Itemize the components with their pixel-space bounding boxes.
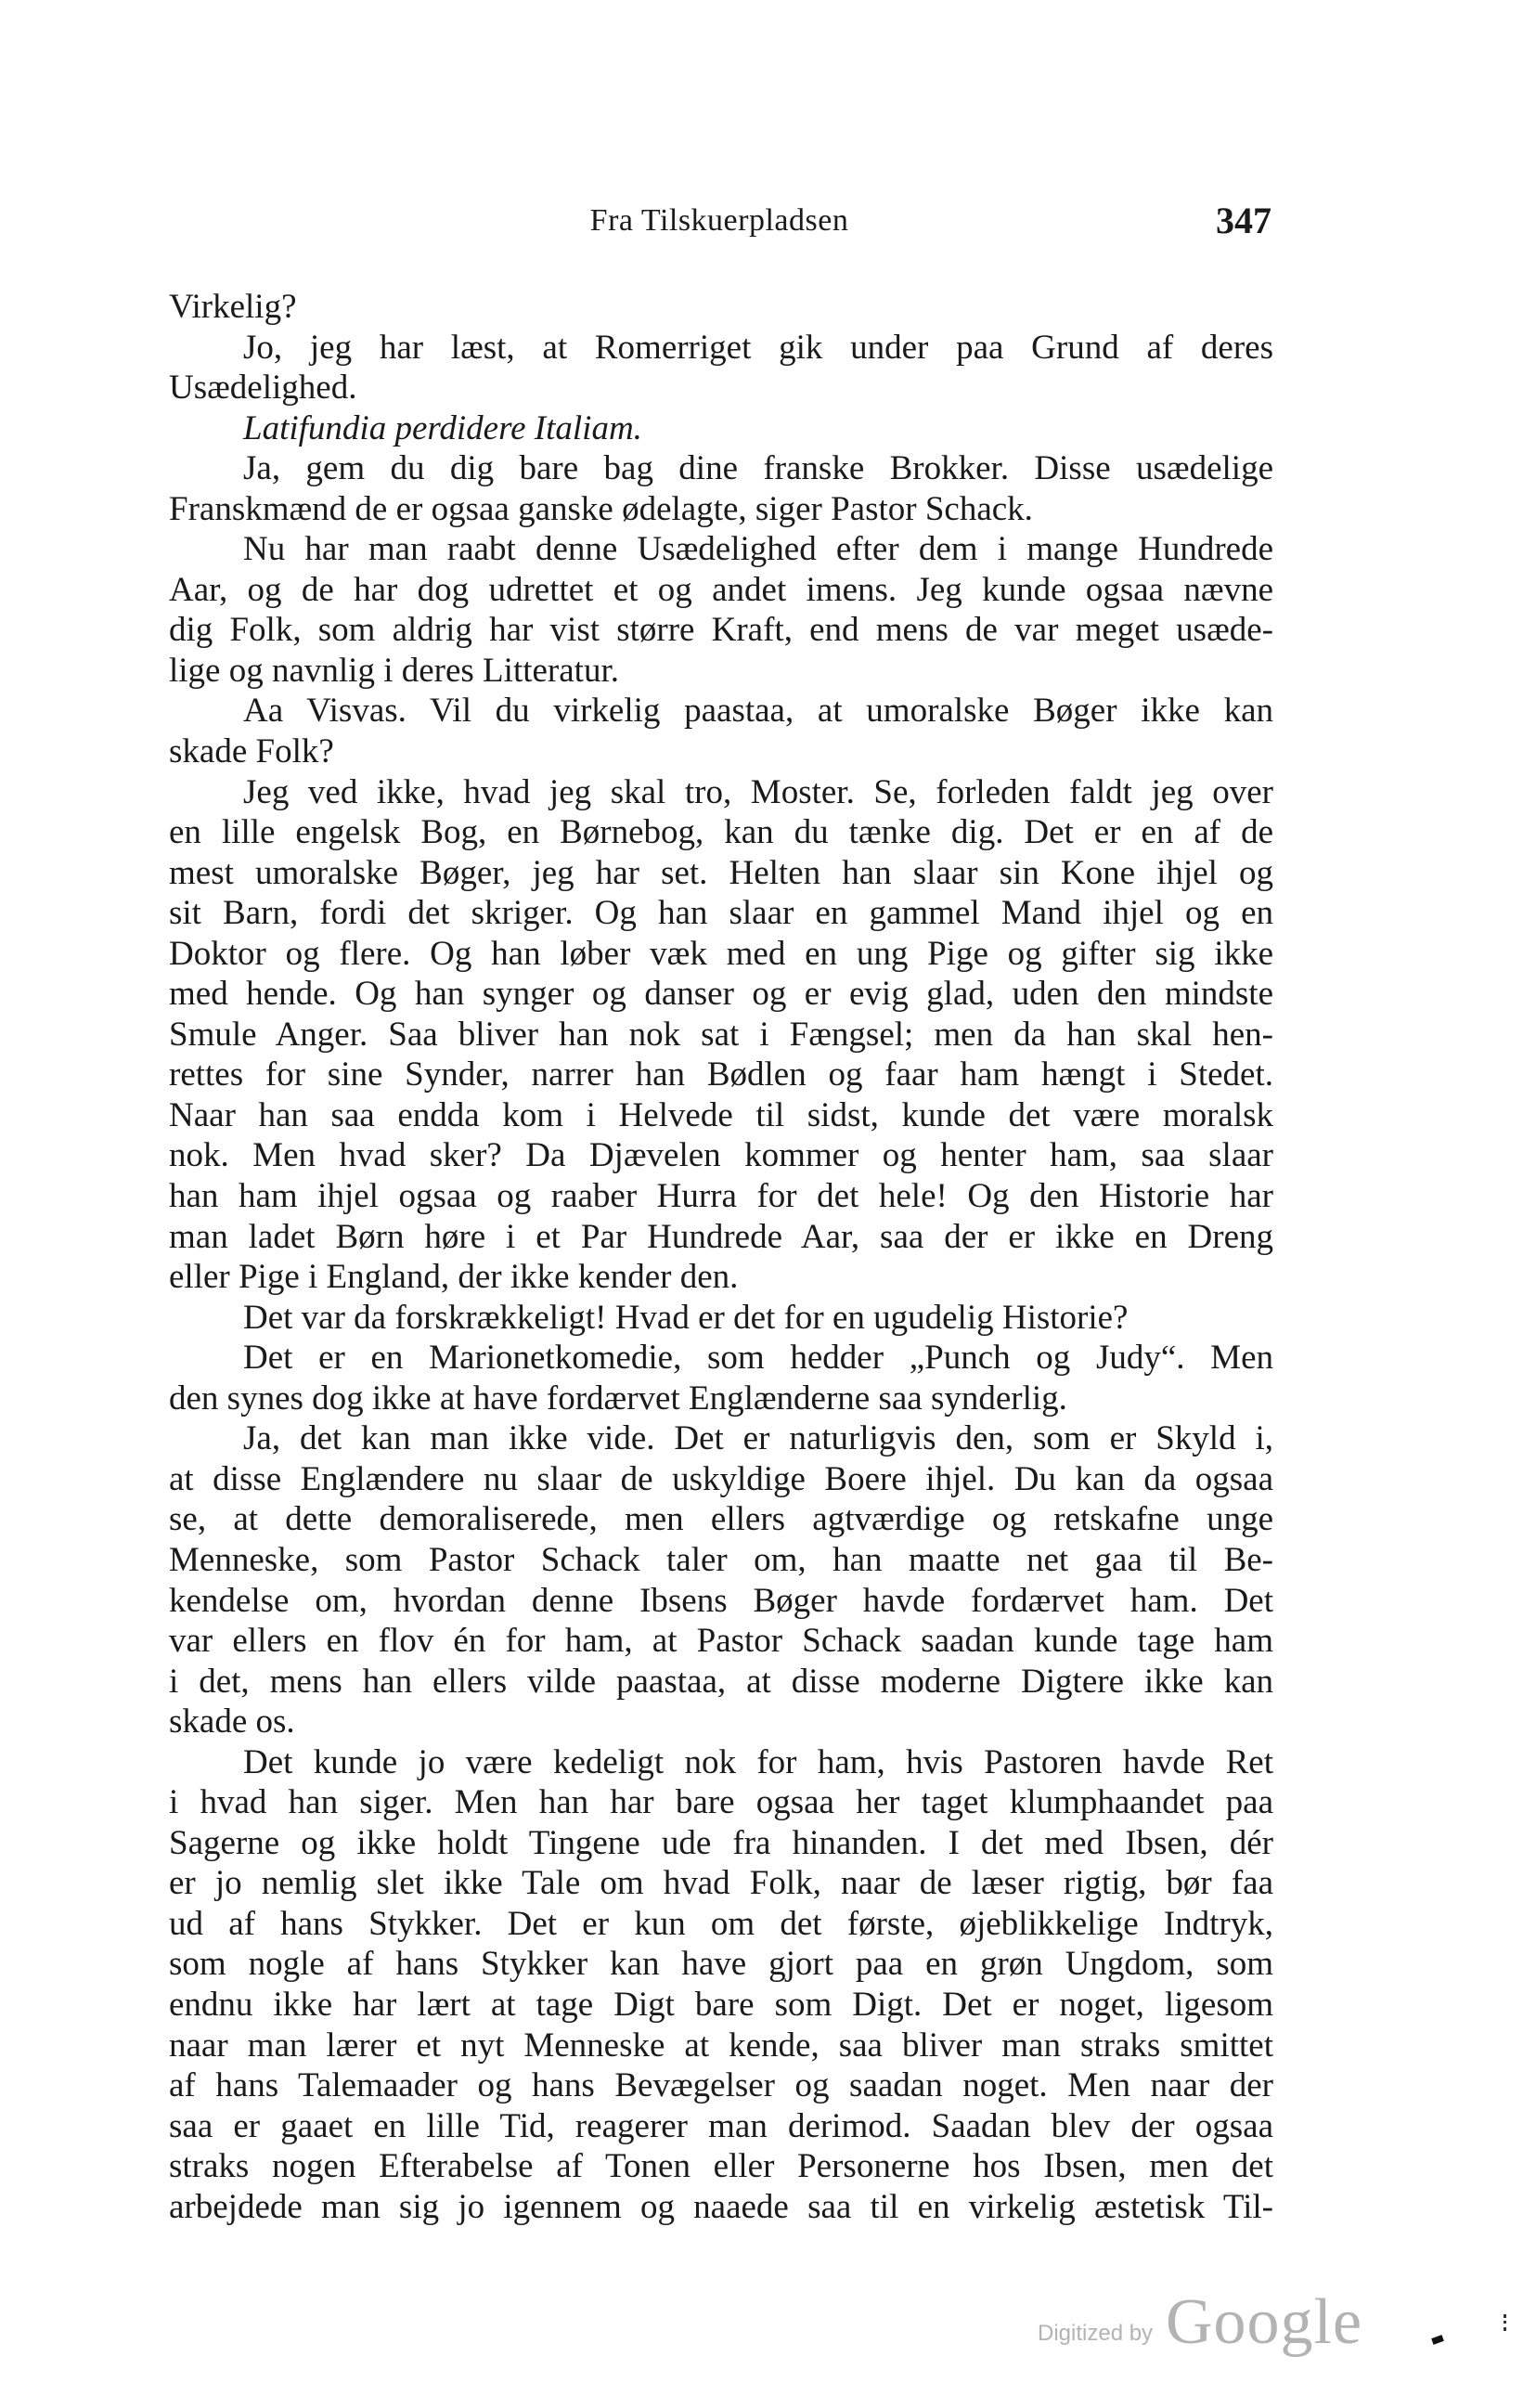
text-line: Sagerne og ikke holdt Tingene ude fra hinanden. I det med Ibsen, dér xyxy=(169,1823,1273,1862)
text-line: mest umoralske Bøger, jeg har set. Helten han slaar sin Kone ihjel og xyxy=(169,853,1273,892)
text-line: nok. Men hvad sker? Da Djævelen kommer og henter ham, saa slaar xyxy=(169,1136,1273,1175)
text-line: med hende. Og han synger og danser og er evig glad, uden den mindste xyxy=(169,975,1273,1014)
text-line: Ja, gem du dig bare bag dine franske Brokker. Disse usædelige xyxy=(243,449,1273,488)
text-line: eller Pige i England, der ikke kender den. xyxy=(169,1258,739,1297)
text-line: kendelse om, hvordan denne Ibsens Bøger havde fordærvet ham. Det xyxy=(169,1581,1273,1620)
text-line: Nu har man raabt denne Usædelighed efter dem i mange Hundrede xyxy=(243,530,1273,569)
text-line: Det var da forskrækkeligt! Hvad er det for en ugudelig Historie? xyxy=(243,1298,1129,1337)
text-line: Ja, det kan man ikke vide. Det er naturligvis den, som er Skyld i, xyxy=(243,1419,1273,1458)
text-line: er jo nemlig slet ikke Tale om hvad Folk, naar de læser rigtig, bør faa xyxy=(169,1864,1273,1903)
watermark-small-text: Digitized by xyxy=(1038,2321,1154,2346)
scan-speck xyxy=(1504,2314,1509,2331)
text-line: ud af hans Stykker. Det er kun om det første, øjeblikkelige Indtryk, xyxy=(169,1904,1273,1943)
text-line: man ladet Børn høre i et Par Hundrede Aar, saa der er ikke en Dreng xyxy=(169,1217,1273,1256)
page-number: 347 xyxy=(1216,200,1271,241)
text-line: at disse Englændere nu slaar de uskyldige Boere ihjel. Du kan da ogsaa xyxy=(169,1459,1273,1498)
text-line: Latifundia perdidere Italiam. xyxy=(243,408,642,447)
text-line: Naar han saa endda kom i Helvede til sidst, kunde det være moralsk xyxy=(169,1095,1273,1134)
text-line: straks nogen Efterabelse af Tonen eller Personerne hos Ibsen, men det xyxy=(169,2147,1273,2186)
text-line: Aar, og de har dog udrettet et og andet imens. Jeg kunde ogsaa nævne xyxy=(169,570,1273,609)
text-line: i det, mens han ellers vilde paastaa, at disse moderne Digtere ikke kan xyxy=(169,1662,1273,1701)
text-line: skade os. xyxy=(169,1702,295,1741)
text-line: sit Barn, fordi det skriger. Og han slaar en gammel Mand ihjel og en xyxy=(169,894,1273,933)
text-line: Det kunde jo være kedeligt nok for ham, hvis Pastoren havde Ret xyxy=(243,1742,1273,1781)
text-line: han ham ihjel ogsaa og raaber Hurra for det hele! Og den Historie har xyxy=(169,1177,1273,1216)
body-text xyxy=(169,287,1273,2227)
text-line: var ellers en flov én for ham, at Pastor Schack saadan kunde tage ham xyxy=(169,1622,1273,1661)
text-line: endnu ikke har lært at tage Digt bare som Digt. Det er noget, ligesom xyxy=(169,1985,1273,2024)
text-line: se, at dette demoraliserede, men ellers agtværdige og retskafne unge xyxy=(169,1500,1273,1539)
text-line: Usædelighed. xyxy=(169,369,357,408)
watermark-google-logo: Google xyxy=(1166,2286,1363,2358)
text-line: en lille engelsk Bog, en Børnebog, kan du tænke dig. Det er en af de xyxy=(169,813,1273,852)
text-line: arbejdede man sig jo igennem og naaede saa til en virkelig æstetisk Til- xyxy=(169,2187,1273,2226)
text-line: skade Folk? xyxy=(169,732,334,771)
text-line: rettes for sine Synder, narrer han Bødlen og faar ham hængt i Stedet. xyxy=(169,1055,1273,1094)
text-line: Aa Visvas. Vil du virkelig paastaa, at umoralske Bøger ikke kan xyxy=(243,692,1273,731)
text-line: Jo, jeg har læst, at Romerriget gik under paa Grund af deres xyxy=(243,328,1273,367)
page-header xyxy=(167,193,1271,249)
text-line: Doktor og flere. Og han løber væk med en ung Pige og gifter sig ikke xyxy=(169,934,1273,973)
text-line: den synes dog ikke at have fordærvet Englænderne saa synderlig. xyxy=(169,1379,1067,1418)
scan-speck xyxy=(1431,2335,1444,2345)
text-line: som nogle af hans Stykker kan have gjort paa en grøn Ungdom, som xyxy=(169,1945,1273,1984)
text-line: Menneske, som Pastor Schack taler om, han maatte net gaa til Be- xyxy=(169,1540,1273,1579)
text-line: dig Folk, som aldrig har vist større Kraft, end mens de var meget usæde- xyxy=(169,611,1273,650)
running-title: Fra Tilskuerpladsen xyxy=(589,203,849,238)
text-line: lige og navnlig i deres Litteratur. xyxy=(169,651,619,690)
text-line: saa er gaaet en lille Tid, reagerer man derimod. Saadan blev der ogsaa xyxy=(169,2106,1273,2145)
text-line: Virkelig? xyxy=(169,288,297,326)
text-line: Det er en Marionetkomedie, som hedder „Punch og Judy“. Men xyxy=(243,1339,1273,1378)
digitized-by-google-watermark xyxy=(1038,2286,1363,2358)
text-line: naar man lærer et nyt Menneske at kende, saa bliver man straks smittet xyxy=(169,2026,1273,2065)
text-line: i hvad han siger. Men han har bare ogsaa her taget klumphaandet paa xyxy=(169,1783,1273,1822)
text-line: Jeg ved ikke, hvad jeg skal tro, Moster. Se, forleden faldt jeg over xyxy=(243,772,1273,811)
text-line: af hans Talemaader og hans Bevægelser og saadan noget. Men naar der xyxy=(169,2066,1273,2105)
text-line: Franskmænd de er ogsaa ganske ødelagte, siger Pastor Schack. xyxy=(169,489,1033,528)
text-line: Smule Anger. Saa bliver han nok sat i Fængsel; men da han skal hen- xyxy=(169,1015,1273,1054)
